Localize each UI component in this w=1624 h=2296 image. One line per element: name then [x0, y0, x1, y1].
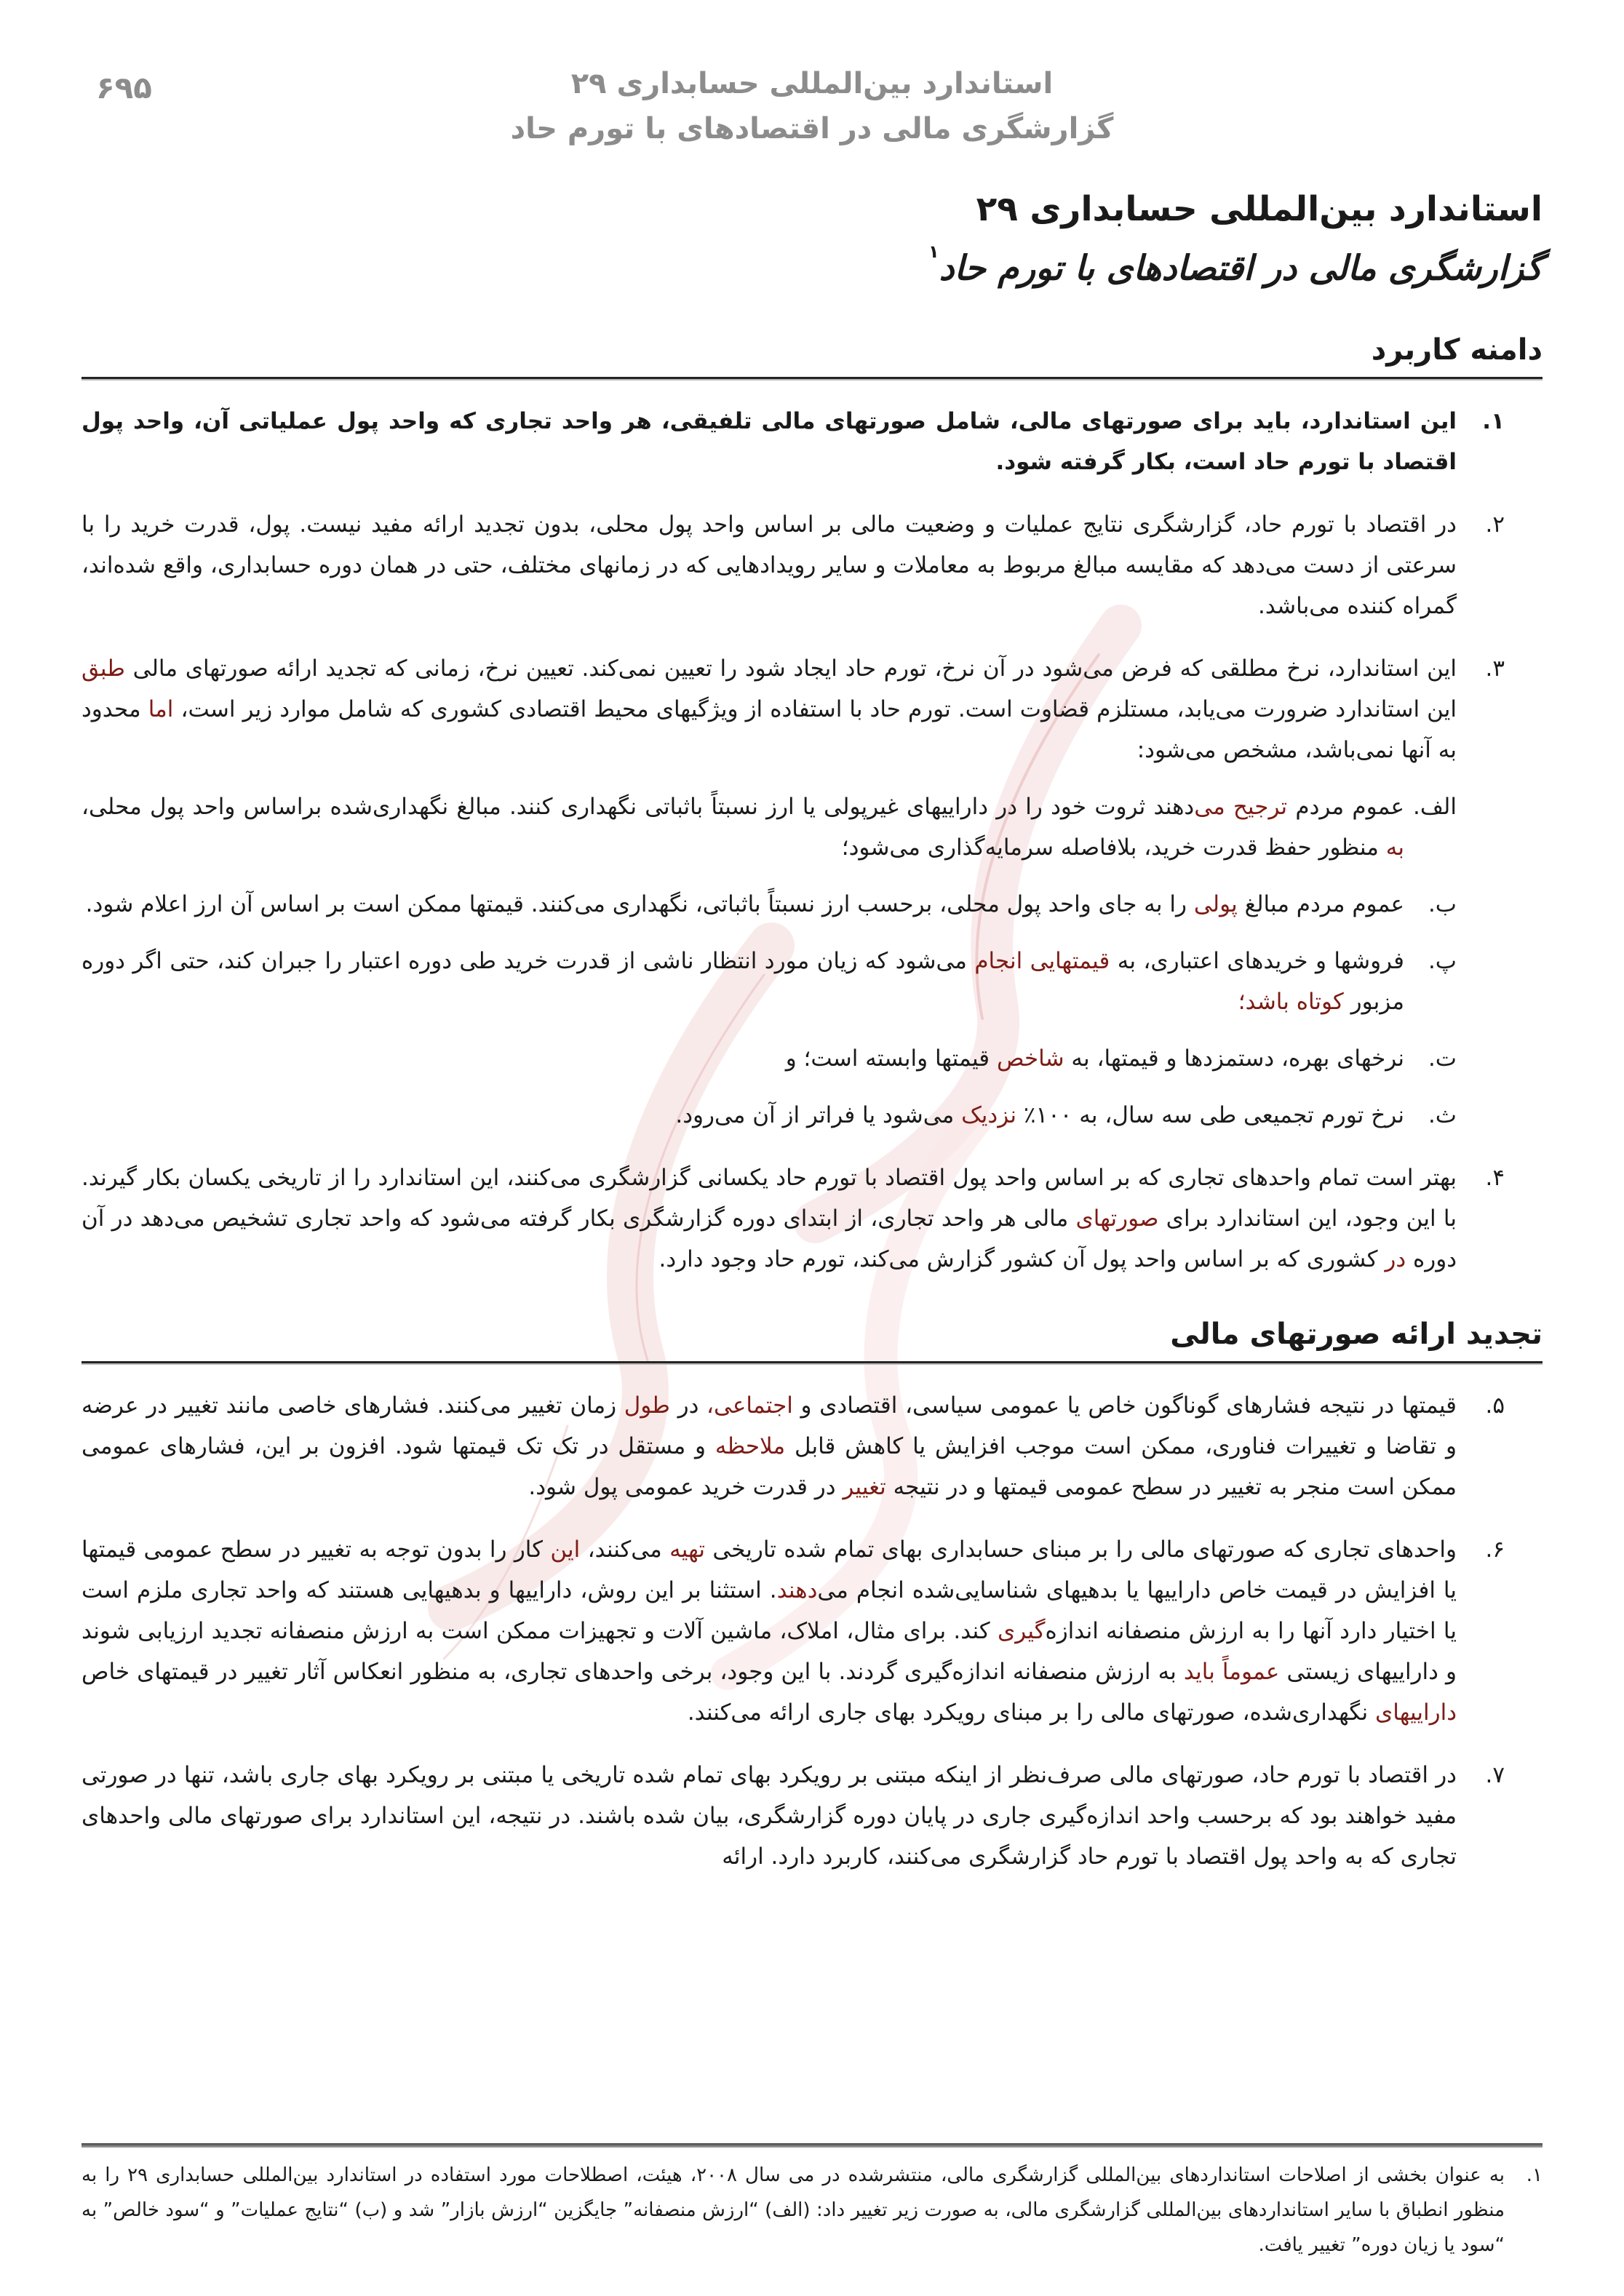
- list-item-marker: پ.: [1428, 947, 1457, 974]
- text-segment: نرخهای بهره، دستمزدها و قیمتها، به: [1064, 1045, 1404, 1072]
- list-item-body: [786, 1045, 1404, 1072]
- text-segment: طول: [624, 1392, 670, 1419]
- list-item-marker: ب.: [1428, 890, 1457, 917]
- paragraph-1: [81, 401, 1543, 482]
- running-header-line1: استاندارد بین‌المللی حسابداری ۲۹: [570, 67, 1054, 100]
- paragraph-marker: ۵.: [1485, 1392, 1505, 1419]
- list-item-alef: [81, 786, 1543, 868]
- text-segment: ترجیح می: [1194, 793, 1288, 820]
- text-segment: بهتر است تمام واحدهای تجاری که بر اساس واحد پول اقتصاد با تورم حاد یکسانی گزارشگری می‌کنند، این استاندارد را از تاریخی یکسان بکار گیرند. با این وجود، این استاندارد برای: [81, 1164, 1457, 1232]
- paragraph-marker: ۳.: [1485, 655, 1505, 682]
- text-segment: صورتهای: [1075, 1205, 1159, 1232]
- paragraph-body: [81, 1536, 1457, 1726]
- paragraph-marker: ۴.: [1485, 1164, 1505, 1191]
- footnote-area: [81, 2143, 1543, 2263]
- text-segment: تهیه: [669, 1536, 706, 1563]
- section-heading-restatement: تجدید ارائه صورتهای مالی: [1170, 1317, 1543, 1351]
- paragraph-body: [81, 1762, 1457, 1870]
- document-title-line1: استاندارد بین‌المللی حسابداری ۲۹: [976, 189, 1543, 229]
- paragraph-body: [81, 1165, 1457, 1272]
- paragraph-5: [81, 1385, 1543, 1507]
- paragraph-body: [81, 1392, 1457, 1500]
- text-segment: می‌شود که زیان مورد انتظار ناشی از قدرت خرید طی دوره اعتبار را جبران کند، حتی اگر دوره مزبور: [81, 947, 1404, 1015]
- text-segment: تغییر: [843, 1473, 886, 1500]
- text-segment: این استاندارد، نرخ مطلقی که فرض می‌شود در آن نرخ، تورم حاد ایجاد شود را تعیین نمی‌کند. تعیین نرخ، زمانی که تجدید ارائه صورتهای مالی: [124, 655, 1457, 682]
- text-segment: به عنوان بخشی از اصلاحات استانداردهای بین‌المللی گزارشگری مالی، منتشرشده در می سال ۲۰۰۸، هیئت، اصطلاحات مورد استفاده در استاندارد بین‌المللی حسابداری ۲۹ را به منظور انطباق با سایر استانداردهای بین‌المللی گزارشگری مالی، به صورت زیر تغییر داد: (الف) “ارزش منصفانه” جایگزین “ارزش بازار” شد و (ب) “نتایج عملیات” و “سود خالص” به “سود یا زیان دوره” تغییر یافت.: [81, 2164, 1505, 2256]
- text-segment: واحدهای تجاری که صورتهای مالی را بر مبنای حسابداری بهای تمام شده تاریخی: [705, 1536, 1457, 1563]
- text-segment: کشوری که بر اساس واحد پول آن کشور گزارش می‌کند، تورم حاد وجود دارد.: [658, 1245, 1385, 1272]
- text-segment: طبق: [81, 655, 125, 682]
- paragraph-body: [81, 408, 1457, 475]
- text-segment: شاخص: [996, 1045, 1064, 1072]
- list-item-body: [81, 948, 1404, 1015]
- paragraph-2: [81, 504, 1543, 626]
- text-segment: در اقتصاد با تورم حاد، گزارشگری نتایج عملیات و وضعیت مالی بر اساس واحد پول محلی، بدون تجدید ارائه مفید نیست. پول، قدرت خرید را با سرعتی از دست می‌دهد که مقایسه مبالغ مربوط به معاملات و سایر رویدادهایی که در زمانهای مختلف، حتی در همان دوره حسابداری، واقع شده‌اند، گمراه کننده می‌باشد.: [81, 511, 1457, 619]
- text-segment: نزدیک: [961, 1101, 1016, 1128]
- text-segment: عموماً باید: [1183, 1658, 1280, 1685]
- list-item-body: [81, 794, 1404, 861]
- list-item-be: [81, 884, 1543, 925]
- running-header-line2: گزارشگری مالی در اقتصادهای با تورم حاد: [510, 112, 1114, 146]
- paragraph-7: [81, 1755, 1543, 1877]
- footnote-marker: ۱.: [1526, 2164, 1543, 2186]
- text-segment: این استاندارد ضرورت می‌یابد، مستلزم قضاوت است. تورم حاد با استفاده از ویژگیهای محیط اقتصادی کشوری که شامل موارد زیر است،: [173, 695, 1457, 722]
- text-segment: عموم مردم مبالغ: [1237, 890, 1404, 917]
- paragraph-6: [81, 1529, 1543, 1733]
- text-segment: دهند: [776, 1576, 818, 1603]
- text-segment: قیمتها وابسته است؛ و: [785, 1045, 997, 1072]
- text-segment: می‌شود یا فراتر از آن می‌رود.: [675, 1101, 962, 1128]
- text-segment: زمان تغییر می‌کنند. فشارهای خاصی مانند تغییر در عرضه و تقاضا و تغییرات فناوری، ممکن است موجب افزایش یا کاهش قابل: [81, 1392, 1457, 1459]
- paragraph-3: [81, 648, 1543, 770]
- heading-rule: [81, 1361, 1543, 1363]
- text-segment: اما: [148, 695, 174, 722]
- text-segment: در: [669, 1392, 707, 1419]
- text-segment: به ارزش منصفانه اندازه‌گیری گردند. با این وجود، برخی واحدهای تجاری، به منظور انعکاس آثار تغییر در قیمتهای خاص: [81, 1658, 1184, 1685]
- text-segment: و مستقل در تک تک قیمتها شود. افزون بر این، فشارهای عمومی ممکن است منجر به تغییر در سطح عمومی قیمتها و در نتیجه: [81, 1432, 1457, 1500]
- list-item-body: [675, 1102, 1404, 1128]
- text-segment: در اقتصاد با تورم حاد، صورتهای مالی صرف‌نظر از اینکه مبتنی بر رویکرد بهای تمام شده تاریخی یا مبتنی بر رویکرد بهای جاری باشد، تنها در صورتی مفید خواهند بود که برحسب واحد اندازه‌گیری جاری در پایان دوره گزارشگری، بیان شده باشند. در نتیجه، این استاندارد برای صورتهای مالی واحدهای تجاری که به واحد پول اقتصاد با تورم حاد گزارشگری می‌کنند، کاربرد دارد. ارائه: [81, 1761, 1457, 1870]
- section-heading-scope: دامنه کاربرد: [1371, 332, 1543, 367]
- text-segment: قیمتها در نتیجه فشارهای گوناگون خاص یا عمومی سیاسی، اقتصادی و: [792, 1392, 1457, 1419]
- list-item-marker: الف.: [1412, 793, 1457, 820]
- heading-rule: [81, 377, 1543, 379]
- text-segment: در: [1385, 1245, 1406, 1272]
- text-segment: مالی هر واحد تجاری، از ابتدای دوره گزارشگری بکار گرفته می‌شود که واحد تجاری تشخیص می‌دهد در آن دوره: [81, 1205, 1457, 1272]
- paragraph-body: [81, 655, 1457, 763]
- text-segment: داراییهای: [1375, 1699, 1457, 1726]
- text-segment: به: [1385, 834, 1404, 861]
- text-segment: . استثنا بر این روش، داراییها و بدهیهایی هستند که واحد تجاری ملزم است یا اختیار دارد آنها را به ارزش منصفانه اندازه‌: [81, 1576, 1457, 1644]
- text-segment: کوتاه باشد؛: [1238, 988, 1344, 1015]
- paragraph-marker: ۲.: [1485, 511, 1505, 538]
- text-segment: این استاندارد، باید برای صورتهای مالی، شامل صورتهای مالی تلفیقی، هر واحد تجاری که واحد پول عملیاتی آن، واحد پول اقتصاد با تورم حاد است، بکار گرفته شود.: [81, 407, 1457, 475]
- text-segment: اجتماعی،: [706, 1392, 793, 1419]
- running-header: [81, 61, 1543, 151]
- text-segment: کند. برای مثال، املاک، ماشین آلات و تجهیزات ممکن است به ارزش منصفانه تجدید ارزیابی شوند و داراییهای زیستی: [81, 1617, 1457, 1685]
- page-number: ۶۹۵: [96, 70, 152, 105]
- document-title: [81, 183, 1543, 295]
- footnote-body: [81, 2164, 1505, 2256]
- paragraph-4: [81, 1157, 1543, 1280]
- list-item-marker: ت.: [1428, 1045, 1457, 1072]
- text-segment: می‌کنند،: [580, 1536, 670, 1563]
- text-segment: را به جای واحد پول محلی، برحسب ارز نسبتاً باثباتی، نگهداری می‌کنند. قیمتها ممکن است بر اساس آن ارز اعلام شود.: [85, 890, 1194, 917]
- footnote-separator: [81, 2143, 1543, 2148]
- text-segment: نرخ تورم تجمیعی طی سه سال، به ۱۰۰٪: [1016, 1101, 1404, 1128]
- paragraph-marker: ۶.: [1485, 1536, 1505, 1563]
- list-item-pe: [81, 941, 1543, 1022]
- paragraph-marker: ۷.: [1485, 1761, 1505, 1788]
- list-item-se: [81, 1095, 1543, 1136]
- footnote-reference: ۱: [928, 242, 939, 262]
- text-segment: گیری: [997, 1617, 1046, 1644]
- text-segment: عموم مردم: [1287, 793, 1405, 820]
- list-item-te: [81, 1038, 1543, 1079]
- text-segment: کار را بدون توجه به تغییر در سطح عمومی قیمتها یا افزایش در قیمت خاص داراییها یا بدهیهای شناسایی‌شده انجام می‌: [81, 1536, 1457, 1603]
- list-item-body: [86, 891, 1404, 917]
- text-segment: ‌دهند ثروت خود را در داراییهای غیرپولی یا ارز نسبتاً باثباتی نگهداری کنند. مبالغ نگهداری‌شده براساس واحد پول محلی،: [81, 793, 1195, 820]
- text-segment: منظور حفظ قدرت خرید، بلافاصله سرمایه‌گذاری می‌شود؛: [841, 834, 1386, 861]
- paragraph-marker: ۱.: [1482, 407, 1505, 434]
- document-title-line2: [81, 236, 1543, 295]
- text-segment: در قدرت خرید عمومی پول شود.: [528, 1473, 843, 1500]
- text-segment: نگهداری‌شده، صورتهای مالی را بر مبنای رویکرد بهای جاری ارائه می‌کنند.: [687, 1699, 1376, 1726]
- text-segment: پولی: [1193, 890, 1238, 917]
- text-segment: ملاحظه: [715, 1432, 786, 1459]
- text-segment: این: [550, 1536, 581, 1563]
- document-subtitle-text: گزارشگری مالی در اقتصادهای با تورم حاد: [939, 248, 1543, 289]
- text-segment: قیمتهایی انجام: [974, 947, 1110, 974]
- text-segment: محدود به آنها نمی‌باشد، مشخص می‌شود:: [81, 695, 1457, 763]
- paragraph-body: [81, 511, 1457, 619]
- text-segment: فروشها و خریدهای اعتباری، به: [1110, 947, 1404, 974]
- list-item-marker: ث.: [1428, 1101, 1457, 1128]
- footnote: [81, 2158, 1543, 2263]
